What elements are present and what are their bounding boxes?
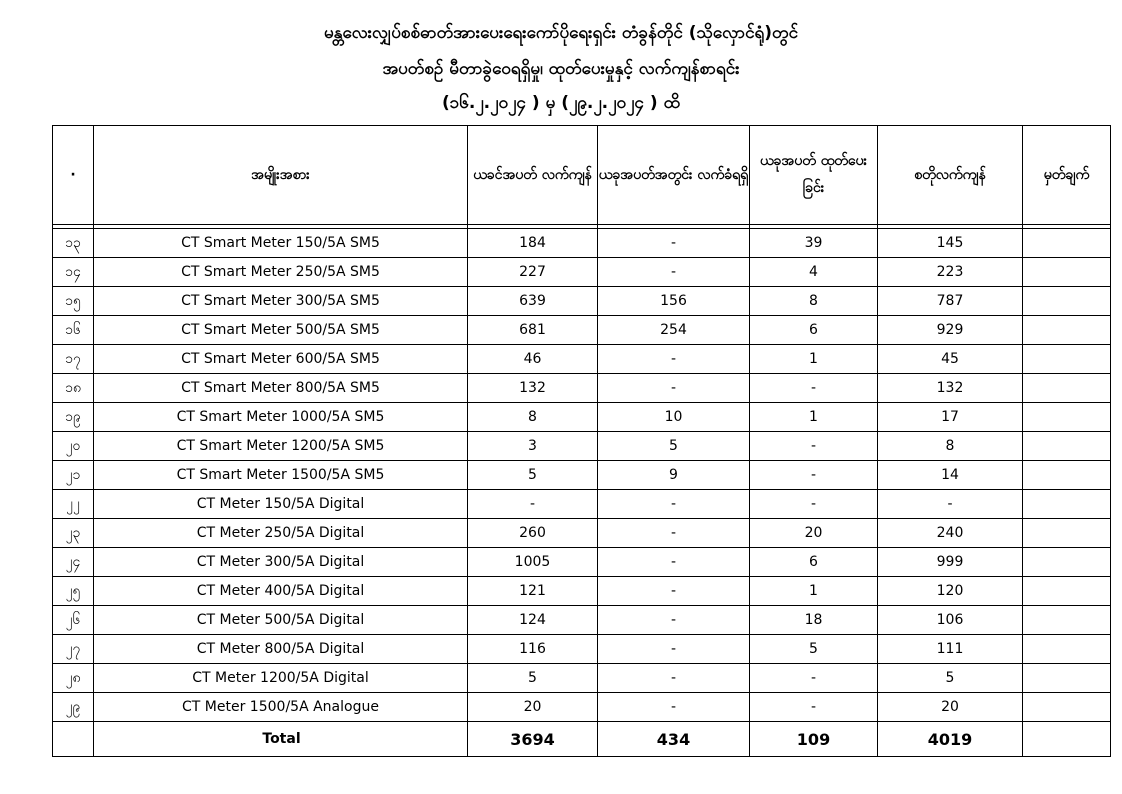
received-qty: -: [598, 345, 750, 374]
row-number: ၂၄: [53, 548, 94, 577]
issued-qty: 8: [750, 287, 878, 316]
report-title-line-1: မန္တလေးလျှပ်စစ်ဓာတ်အားပေးရေးကော်ပိုရေးရှင်း တံခွန်တိုင် (သိုလှောင်ရုံ)တွင်: [323, 23, 799, 43]
row-number: ၁၈: [53, 374, 94, 403]
store-balance: 787: [878, 287, 1023, 316]
row-number: ၂၆: [53, 606, 94, 635]
item-name: CT Smart Meter 600/5A SM5: [94, 345, 468, 374]
previous-balance: 5: [468, 461, 598, 490]
table-body: [53, 229, 1111, 722]
remark: [1023, 548, 1111, 577]
table-row: [53, 577, 1111, 606]
received-qty: 9: [598, 461, 750, 490]
received-qty: -: [598, 693, 750, 722]
store-balance: 111: [878, 635, 1023, 664]
received-qty: -: [598, 519, 750, 548]
table-row: [53, 403, 1111, 432]
issued-qty: 6: [750, 316, 878, 345]
total-previous: 3694: [468, 722, 598, 757]
received-qty: -: [598, 548, 750, 577]
issued-qty: 1: [750, 345, 878, 374]
header-issued: ယခုအပတ် ထုတ်ပေးခြင်း: [750, 126, 878, 225]
row-number: ၁၆: [53, 316, 94, 345]
received-qty: -: [598, 664, 750, 693]
table-row: [53, 693, 1111, 722]
item-name: CT Smart Meter 800/5A SM5: [94, 374, 468, 403]
table-row: [53, 664, 1111, 693]
previous-balance: 124: [468, 606, 598, 635]
received-qty: -: [598, 635, 750, 664]
previous-balance: 3: [468, 432, 598, 461]
remark: [1023, 519, 1111, 548]
header-no: ·: [53, 126, 94, 225]
store-balance: 45: [878, 345, 1023, 374]
header-previous-balance: ယခင်အပတ် လက်ကျန်: [468, 126, 598, 225]
store-balance: 106: [878, 606, 1023, 635]
remark: [1023, 461, 1111, 490]
issued-qty: -: [750, 432, 878, 461]
previous-balance: -: [468, 490, 598, 519]
received-qty: 254: [598, 316, 750, 345]
table-row: [53, 490, 1111, 519]
table-row: [53, 606, 1111, 635]
issued-qty: 5: [750, 635, 878, 664]
row-number: ၁၇: [53, 345, 94, 374]
table-row: [53, 316, 1111, 345]
remark: [1023, 258, 1111, 287]
previous-balance: 46: [468, 345, 598, 374]
remark: [1023, 577, 1111, 606]
previous-balance: 5: [468, 664, 598, 693]
item-name: CT Smart Meter 1000/5A SM5: [94, 403, 468, 432]
store-balance: 132: [878, 374, 1023, 403]
stock-table: [52, 125, 1111, 757]
item-name: CT Meter 300/5A Digital: [94, 548, 468, 577]
row-number: ၂၁: [53, 461, 94, 490]
received-qty: -: [598, 606, 750, 635]
issued-qty: 1: [750, 577, 878, 606]
header-row: [53, 126, 1111, 225]
received-qty: -: [598, 258, 750, 287]
header-store-balance: စတိုလက်ကျန်: [878, 126, 1023, 225]
store-balance: 8: [878, 432, 1023, 461]
previous-balance: 681: [468, 316, 598, 345]
total-remark: [1023, 722, 1111, 757]
received-qty: -: [598, 374, 750, 403]
row-number: ၂၇: [53, 635, 94, 664]
issued-qty: -: [750, 693, 878, 722]
issued-qty: 4: [750, 258, 878, 287]
table-row: [53, 548, 1111, 577]
item-name: CT Smart Meter 150/5A SM5: [94, 229, 468, 258]
table-row: [53, 258, 1111, 287]
item-name: CT Meter 250/5A Digital: [94, 519, 468, 548]
row-number: ၂၈: [53, 664, 94, 693]
report-title-line-2: အပတ်စဉ် မီတာခွဲဝေရရှိမှု၊ ထုတ်ပေးမှုနှင့် လက်ကျန်စာရင်း: [382, 59, 740, 79]
header-remarks: မှတ်ချက်: [1023, 126, 1111, 225]
item-name: CT Meter 1200/5A Digital: [94, 664, 468, 693]
remark: [1023, 403, 1111, 432]
row-number: ၁၉: [53, 403, 94, 432]
item-name: CT Smart Meter 500/5A SM5: [94, 316, 468, 345]
store-balance: 223: [878, 258, 1023, 287]
row-number: ၂၅: [53, 577, 94, 606]
store-balance: 120: [878, 577, 1023, 606]
remark: [1023, 606, 1111, 635]
remark: [1023, 664, 1111, 693]
row-number: ၂၂: [53, 490, 94, 519]
table-row: [53, 635, 1111, 664]
item-name: CT Smart Meter 1200/5A SM5: [94, 432, 468, 461]
store-balance: -: [878, 490, 1023, 519]
row-number: ၁၅: [53, 287, 94, 316]
issued-qty: -: [750, 490, 878, 519]
store-balance: 240: [878, 519, 1023, 548]
table-row: [53, 519, 1111, 548]
table-row: [53, 374, 1111, 403]
previous-balance: 121: [468, 577, 598, 606]
item-name: CT Meter 800/5A Digital: [94, 635, 468, 664]
row-number: ၁၃: [53, 229, 94, 258]
previous-balance: 184: [468, 229, 598, 258]
issued-qty: 6: [750, 548, 878, 577]
total-received: 434: [598, 722, 750, 757]
total-issued: 109: [750, 722, 878, 757]
received-qty: -: [598, 577, 750, 606]
store-balance: 14: [878, 461, 1023, 490]
item-name: CT Smart Meter 1500/5A SM5: [94, 461, 468, 490]
item-name: CT Meter 1500/5A Analogue: [94, 693, 468, 722]
previous-balance: 260: [468, 519, 598, 548]
remark: [1023, 229, 1111, 258]
row-number: ၁၄: [53, 258, 94, 287]
remark: [1023, 635, 1111, 664]
previous-balance: 8: [468, 403, 598, 432]
item-name: CT Meter 500/5A Digital: [94, 606, 468, 635]
total-no-cell: [53, 722, 94, 757]
table-row: [53, 287, 1111, 316]
previous-balance: 20: [468, 693, 598, 722]
issued-qty: 20: [750, 519, 878, 548]
store-balance: 5: [878, 664, 1023, 693]
row-number: ၂၃: [53, 519, 94, 548]
header-received: ယခုအပတ်အတွင်း လက်ခံရရှိ: [598, 126, 750, 225]
row-number: ၂၀: [53, 432, 94, 461]
item-name: CT Meter 150/5A Digital: [94, 490, 468, 519]
issued-qty: -: [750, 664, 878, 693]
item-name: CT Smart Meter 250/5A SM5: [94, 258, 468, 287]
header-item-type: အမျိုးအစား: [94, 126, 468, 225]
remark: [1023, 316, 1111, 345]
received-qty: 10: [598, 403, 750, 432]
remark: [1023, 345, 1111, 374]
total-label: Total: [94, 722, 468, 757]
previous-balance: 1005: [468, 548, 598, 577]
previous-balance: 639: [468, 287, 598, 316]
item-name: CT Meter 400/5A Digital: [94, 577, 468, 606]
remark: [1023, 374, 1111, 403]
item-name: CT Smart Meter 300/5A SM5: [94, 287, 468, 316]
received-qty: 5: [598, 432, 750, 461]
store-balance: 929: [878, 316, 1023, 345]
report-date-range: (၁၆.၂.၂၀၂၄ ) မှ (၂၉.၂.၂၀၂၄ ) ထိ: [441, 93, 681, 113]
previous-balance: 116: [468, 635, 598, 664]
table-row: [53, 432, 1111, 461]
issued-qty: 18: [750, 606, 878, 635]
table-row: [53, 345, 1111, 374]
previous-balance: 227: [468, 258, 598, 287]
total-row: [53, 722, 1111, 757]
total-balance: 4019: [878, 722, 1023, 757]
received-qty: -: [598, 229, 750, 258]
remark: [1023, 287, 1111, 316]
received-qty: 156: [598, 287, 750, 316]
store-balance: 20: [878, 693, 1023, 722]
table-row: [53, 229, 1111, 258]
remark: [1023, 693, 1111, 722]
issued-qty: 1: [750, 403, 878, 432]
received-qty: -: [598, 490, 750, 519]
row-number: ၂၉: [53, 693, 94, 722]
store-balance: 17: [878, 403, 1023, 432]
store-balance: 999: [878, 548, 1023, 577]
remark: [1023, 490, 1111, 519]
issued-qty: -: [750, 461, 878, 490]
table-row: [53, 461, 1111, 490]
store-balance: 145: [878, 229, 1023, 258]
remark: [1023, 432, 1111, 461]
previous-balance: 132: [468, 374, 598, 403]
issued-qty: -: [750, 374, 878, 403]
issued-qty: 39: [750, 229, 878, 258]
